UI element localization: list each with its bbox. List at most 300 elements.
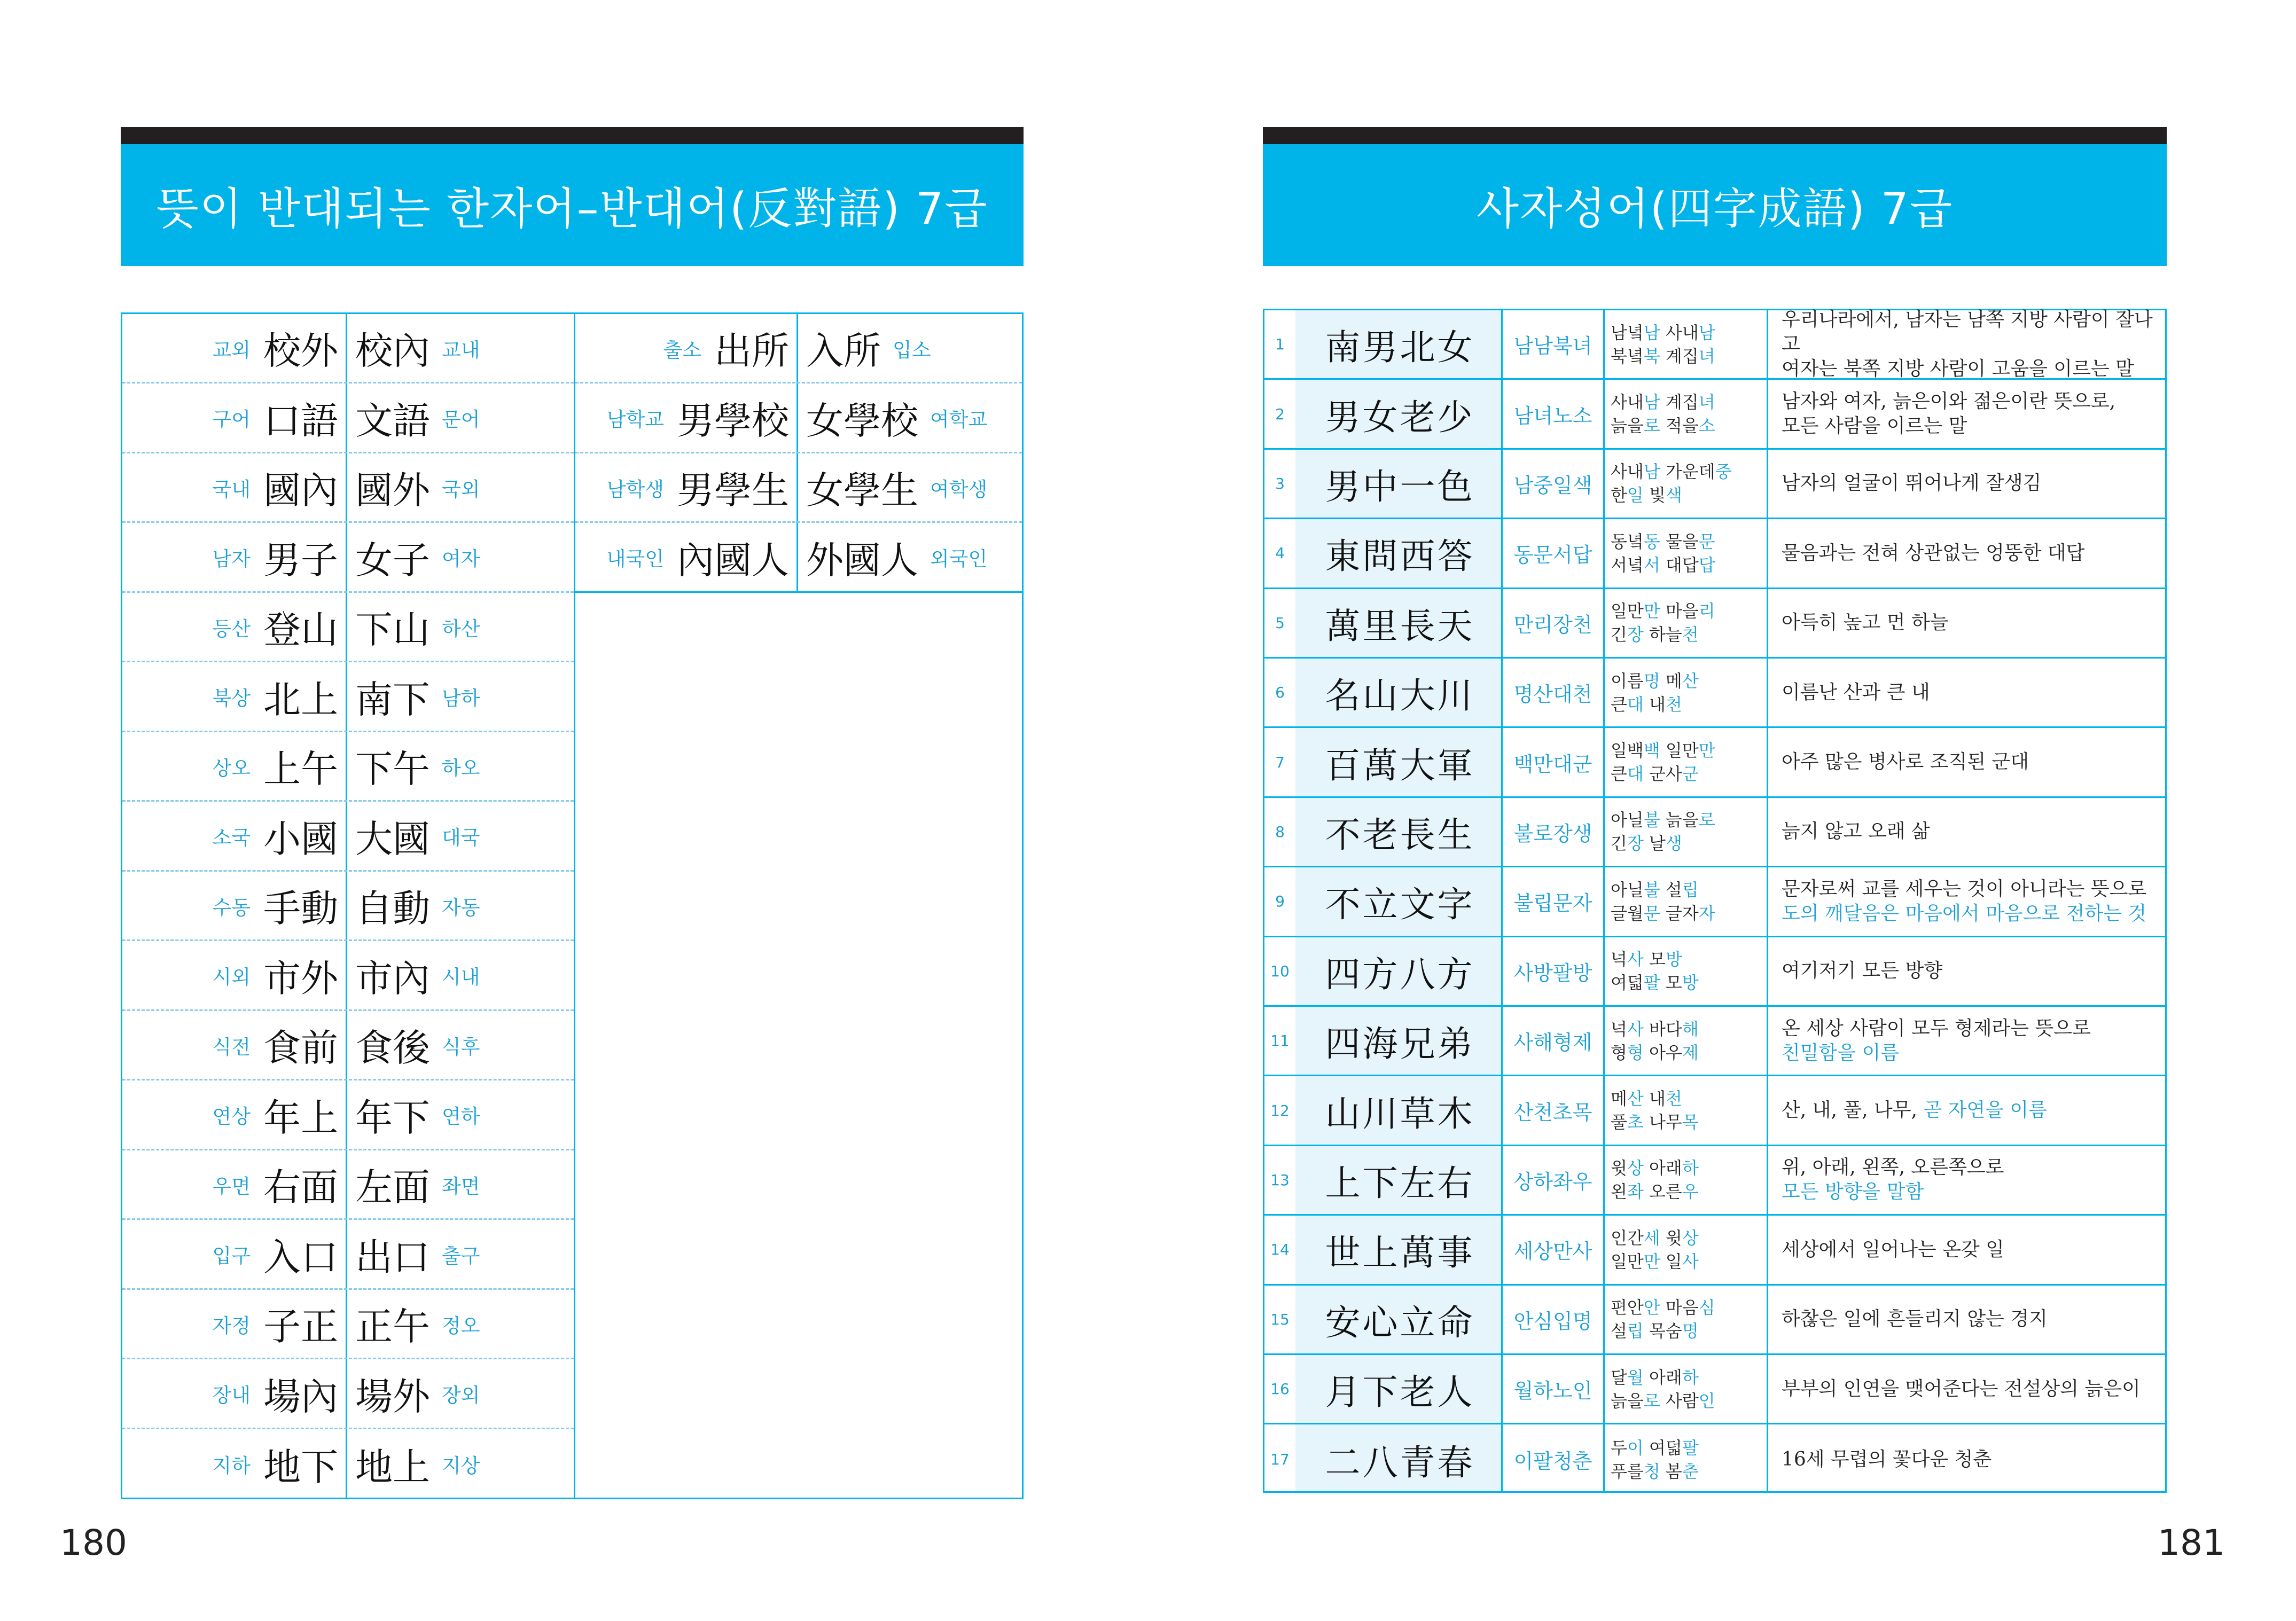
gloss-segment: 문 — [1698, 531, 1715, 552]
gloss-segment: 대답 — [1660, 554, 1699, 575]
hanja-right: 年下 — [355, 1095, 430, 1140]
row-number: 3 — [1275, 474, 1285, 492]
antonym-word-left — [122, 872, 338, 939]
hanja-left: 校外 — [263, 329, 338, 373]
antonym-word-left — [122, 1429, 338, 1499]
meaning-line — [1782, 1307, 2048, 1332]
antonym-word-left — [575, 314, 789, 382]
gloss-line — [1611, 762, 1699, 786]
gloss-segment: 계집 — [1660, 392, 1699, 413]
meaning-line — [1782, 750, 2029, 774]
idiom-row — [1264, 1076, 2165, 1146]
character-glosses — [1604, 1076, 1764, 1144]
gloss-segment: 윗 — [1660, 1227, 1682, 1248]
meaning-line — [1782, 357, 2134, 381]
meaning-line — [1782, 1041, 1899, 1066]
gloss-segment: 방 — [1665, 949, 1682, 970]
gloss-segment: 남 — [1698, 322, 1715, 343]
hanja-right: 南下 — [355, 677, 430, 722]
gloss-segment: 하 — [1682, 1158, 1699, 1179]
gloss-segment: 인 — [1698, 1390, 1715, 1411]
gloss-segment: 북녘 — [1611, 346, 1644, 366]
gloss-segment: 설 — [1660, 879, 1682, 900]
gloss-segment: 팔 — [1682, 1437, 1699, 1458]
gloss-line — [1611, 553, 1715, 577]
idiom-reading: 불립문자 — [1513, 891, 1592, 915]
gloss-segment: 립 — [1682, 879, 1699, 900]
reading-right: 좌면 — [442, 1174, 480, 1198]
gloss-segment: 글월 — [1611, 903, 1644, 923]
antonym-word-right — [355, 1150, 574, 1218]
gloss-segment: 산 — [1627, 1089, 1644, 1109]
hanja-left: 北上 — [263, 677, 338, 722]
gloss-line — [1611, 1017, 1699, 1041]
gloss-line — [1611, 1296, 1715, 1319]
row-number: 7 — [1275, 753, 1285, 771]
top-black-bar — [1263, 127, 2167, 145]
row-number: 4 — [1275, 544, 1285, 562]
idiom-meaning — [1772, 380, 2165, 448]
antonym-row — [575, 384, 1022, 453]
antonym-word-right — [355, 1081, 574, 1149]
hanja-left: 地下 — [263, 1445, 338, 1489]
character-glosses — [1604, 450, 1764, 518]
gloss-segment: 명 — [1682, 1321, 1699, 1342]
gloss-segment: 로 — [1643, 1390, 1660, 1411]
reading-right: 식후 — [442, 1035, 480, 1059]
idiom-hanja: 世上萬事 — [1325, 1232, 1475, 1274]
antonym-row — [122, 1360, 574, 1429]
hanja-right: 市內 — [355, 956, 430, 1000]
gloss-segment: 장 — [1627, 624, 1644, 645]
meaning-line — [1782, 680, 1930, 705]
meaning-line — [1782, 1377, 2141, 1401]
gloss-segment: 색 — [1665, 485, 1682, 506]
meaning-text: 문자로써 교를 세우는 것이 아니라는 뜻으로 — [1782, 878, 2147, 900]
reading-left: 내국인 — [606, 547, 664, 570]
meaning-text: 우리나라에서, 남자는 남쪽 지방 사람이 잘나고 — [1782, 308, 2153, 355]
gloss-line — [1611, 623, 1699, 646]
page-title-banner — [121, 144, 1024, 266]
idiom-row — [1264, 450, 2165, 519]
hanja-left: 年上 — [263, 1095, 338, 1140]
gloss-segment: 만 — [1643, 1251, 1660, 1272]
idiom-meaning — [1772, 867, 2165, 935]
idiom-hanja: 安心立命 — [1325, 1302, 1475, 1343]
idiom-meaning — [1772, 1146, 2165, 1214]
gloss-segment: 만 — [1643, 601, 1660, 622]
antonym-row — [122, 1220, 574, 1290]
hanja-left: 男子 — [263, 538, 338, 582]
hanja-right: 入所 — [806, 329, 881, 373]
meaning-text: 아주 많은 병사로 조직된 군대 — [1782, 751, 2029, 773]
idiom-meaning — [1772, 937, 2165, 1005]
gloss-segment: 상 — [1627, 1158, 1644, 1179]
gloss-line — [1611, 739, 1715, 762]
gloss-line — [1611, 344, 1715, 368]
idiom-meaning — [1772, 589, 2165, 657]
character-glosses — [1604, 1007, 1764, 1075]
hanja-left: 場內 — [263, 1374, 338, 1419]
antonym-row — [122, 1081, 574, 1150]
antonym-row — [122, 663, 574, 732]
antonym-table — [121, 312, 1024, 1499]
gloss-segment: 달 — [1611, 1367, 1627, 1388]
idiom-row — [1264, 589, 2165, 659]
reading-right: 여학생 — [930, 477, 988, 501]
reading-right: 여학교 — [930, 408, 988, 431]
gloss-line — [1611, 321, 1715, 344]
row-number: 14 — [1270, 1241, 1290, 1259]
gloss-segment: 한 — [1611, 485, 1627, 506]
idiom-hanja: 山川草木 — [1325, 1093, 1475, 1134]
gloss-segment: 녀 — [1698, 346, 1715, 366]
gloss-line — [1611, 390, 1715, 414]
idiom-reading: 동문서답 — [1513, 543, 1592, 567]
hanja-left: 上午 — [263, 747, 338, 791]
gloss-segment: 여덟 — [1611, 973, 1644, 993]
idiom-hanja: 不立文字 — [1325, 884, 1475, 926]
gloss-segment: 사 — [1627, 1019, 1644, 1039]
idiom-reading: 사해형제 — [1513, 1031, 1592, 1055]
gloss-segment: 하 — [1682, 1367, 1699, 1388]
reading-left: 남학교 — [606, 408, 664, 431]
antonym-word-left — [122, 1220, 338, 1288]
idiom-row — [1264, 1007, 2165, 1076]
antonym-word-right — [806, 314, 1022, 382]
hanja-right: 地上 — [355, 1445, 430, 1489]
meaning-text: 온 세상 사람이 모두 형제라는 뜻으로 — [1782, 1017, 2091, 1039]
idiom-reading: 남녀노소 — [1513, 404, 1592, 428]
hanja-right: 女子 — [355, 538, 430, 582]
antonym-word-left — [122, 523, 338, 591]
reading-right: 교내 — [442, 338, 480, 362]
gloss-line — [1611, 808, 1715, 832]
character-glosses — [1604, 1355, 1764, 1423]
gloss-segment: 두 — [1611, 1437, 1627, 1458]
meaning-line — [1782, 877, 2146, 902]
hanja-right: 大國 — [355, 817, 430, 861]
gloss-line — [1611, 1110, 1699, 1134]
gloss-segment: 대 — [1627, 764, 1644, 785]
idiom-row — [1264, 1146, 2165, 1216]
gloss-segment: 군 — [1682, 764, 1699, 785]
idiom-meaning — [1772, 1216, 2165, 1283]
reading-right: 시내 — [442, 966, 480, 989]
gloss-segment: 사 — [1627, 949, 1644, 970]
reading-right: 남하 — [442, 687, 480, 710]
antonym-word-left — [575, 523, 789, 591]
hanja-left: 口語 — [263, 398, 338, 443]
meaning-text: 남자의 얼굴이 뛰어나게 잘생김 — [1782, 472, 2042, 495]
idiom-row — [1264, 1216, 2165, 1285]
gloss-segment: 일만 — [1660, 740, 1699, 761]
row-number: 2 — [1275, 405, 1285, 423]
idiom-reading: 산천초목 — [1513, 1100, 1592, 1124]
antonym-word-right — [355, 663, 574, 731]
gloss-segment: 오른 — [1643, 1181, 1682, 1202]
idiom-hanja: 四方八方 — [1325, 953, 1475, 995]
row-number: 11 — [1270, 1032, 1290, 1050]
idiom-row — [1264, 380, 2165, 449]
character-glosses — [1604, 310, 1764, 378]
gloss-segment: 세 — [1643, 1227, 1660, 1248]
gloss-line — [1611, 832, 1682, 855]
gloss-segment: 왼 — [1611, 1181, 1627, 1202]
meaning-line — [1782, 1016, 2091, 1041]
row-number: 5 — [1275, 614, 1285, 632]
gloss-line — [1611, 1156, 1699, 1180]
gloss-line — [1611, 483, 1682, 507]
idiom-hanja: 名山大川 — [1325, 675, 1475, 717]
gloss-segment: 남녘 — [1611, 322, 1644, 343]
meaning-text: 산, 내, 풀, 나무, — [1782, 1099, 1924, 1122]
meaning-text: 친밀함을 이름 — [1782, 1041, 1900, 1064]
idiom-hanja: 南男北女 — [1325, 327, 1475, 369]
gloss-segment: 장 — [1627, 833, 1644, 854]
idiom-hanja: 男女老少 — [1325, 396, 1475, 438]
hanja-right: 左面 — [355, 1165, 430, 1209]
gloss-segment: 빛 — [1643, 485, 1666, 506]
idiom-meaning — [1772, 450, 2165, 518]
gloss-segment: 대 — [1627, 694, 1644, 715]
reading-right: 문어 — [442, 408, 480, 431]
hanja-left: 男學校 — [677, 398, 789, 443]
gloss-line — [1611, 1319, 1699, 1343]
reading-left: 연상 — [212, 1105, 251, 1128]
hanja-right: 場外 — [355, 1374, 430, 1419]
gloss-line — [1611, 971, 1699, 994]
idiom-meaning — [1772, 728, 2165, 796]
gloss-segment: 메 — [1611, 1089, 1627, 1109]
reading-left: 구어 — [212, 408, 251, 431]
row-number: 1 — [1275, 335, 1285, 354]
meaning-text: 곧 자연을 이름 — [1923, 1099, 2047, 1122]
reading-right: 국외 — [442, 477, 480, 501]
gloss-segment: 윗 — [1611, 1158, 1627, 1179]
reading-left: 북상 — [212, 687, 251, 710]
row-number: 8 — [1275, 823, 1285, 841]
reading-right: 지상 — [442, 1454, 480, 1477]
idiom-hanja: 男中一色 — [1325, 466, 1475, 507]
gloss-segment: 목숨 — [1643, 1321, 1682, 1342]
gloss-segment: 인간 — [1611, 1227, 1644, 1248]
meaning-text: 세상에서 일어나는 온갖 일 — [1782, 1238, 2004, 1260]
gloss-segment: 불 — [1643, 810, 1660, 831]
idiom-meaning — [1772, 1424, 2165, 1494]
gloss-segment: 바다 — [1643, 1019, 1682, 1039]
row-number: 16 — [1270, 1380, 1290, 1398]
gloss-line — [1611, 1366, 1699, 1389]
antonym-word-left — [122, 1290, 338, 1358]
idiom-hanja: 百萬大軍 — [1325, 745, 1475, 786]
meaning-line — [1782, 1447, 1992, 1472]
reading-right: 입소 — [893, 338, 931, 362]
gloss-segment: 서녘 — [1611, 554, 1644, 575]
gloss-segment: 팔 — [1643, 973, 1660, 993]
character-glosses — [1604, 519, 1764, 587]
antonym-row — [122, 453, 574, 523]
page-title-banner — [1263, 144, 2167, 266]
antonym-word-left — [122, 732, 338, 800]
gloss-segment: 춘 — [1682, 1461, 1699, 1482]
hanja-left: 國內 — [263, 468, 338, 512]
idiom-table — [1263, 309, 2167, 1493]
gloss-segment: 넉 — [1611, 1019, 1627, 1039]
gloss-segment: 이 — [1627, 1437, 1644, 1458]
reading-left: 등산 — [212, 617, 251, 640]
reading-left: 출소 — [663, 338, 701, 362]
idiom-hanja: 四海兄弟 — [1325, 1023, 1475, 1065]
gloss-segment: 글자 — [1660, 903, 1699, 923]
gloss-segment: 일 — [1660, 1251, 1682, 1272]
antonym-word-left — [122, 1081, 338, 1149]
gloss-segment: 가운데 — [1660, 461, 1715, 482]
meaning-text: 물음과는 전혀 상관없는 엉뚱한 대답 — [1782, 542, 2085, 564]
gloss-segment: 늙을 — [1660, 810, 1699, 831]
idiom-row — [1264, 1286, 2165, 1355]
gloss-segment: 월 — [1627, 1367, 1644, 1388]
meaning-line — [1782, 959, 1942, 983]
row-number: 15 — [1270, 1310, 1290, 1328]
antonym-word-right — [355, 872, 574, 939]
reading-right: 하오 — [442, 756, 480, 780]
gloss-segment: 봄 — [1660, 1461, 1682, 1482]
row-number: 6 — [1275, 684, 1285, 702]
gloss-segment: 메 — [1660, 670, 1682, 691]
antonym-word-left — [122, 802, 338, 870]
gloss-segment: 남 — [1643, 392, 1660, 413]
meaning-text: 16세 무렵의 꽃다운 청춘 — [1782, 1448, 1992, 1470]
hanja-right: 文語 — [355, 398, 430, 443]
antonym-word-right — [355, 523, 574, 591]
gloss-segment: 심 — [1698, 1297, 1715, 1318]
row-number: 17 — [1270, 1451, 1290, 1469]
idiom-hanja: 二八青春 — [1325, 1442, 1475, 1484]
idiom-row — [1264, 867, 2165, 937]
gloss-segment: 형 — [1627, 1042, 1644, 1063]
gloss-segment: 제 — [1682, 1042, 1699, 1063]
reading-left: 장내 — [212, 1384, 251, 1407]
gloss-segment: 편안 — [1611, 1297, 1644, 1318]
antonym-word-left — [122, 314, 338, 382]
gloss-segment: 아닐 — [1611, 879, 1644, 900]
gloss-line — [1611, 414, 1715, 437]
gloss-segment: 목 — [1682, 1112, 1699, 1133]
gloss-segment: 모 — [1643, 949, 1666, 970]
meaning-line — [1782, 414, 1967, 438]
idiom-row — [1264, 659, 2165, 728]
gloss-segment: 산 — [1682, 670, 1699, 691]
idiom-row — [1264, 310, 2165, 380]
gloss-segment: 긴 — [1611, 624, 1627, 645]
antonym-word-right — [355, 1011, 574, 1079]
gloss-segment: 해 — [1682, 1019, 1699, 1039]
antonym-word-left — [575, 453, 789, 521]
antonym-word-left — [122, 1011, 338, 1079]
antonym-word-left — [122, 593, 338, 661]
character-glosses — [1604, 937, 1764, 1005]
gloss-line — [1611, 460, 1732, 483]
gloss-segment: 좌 — [1627, 1181, 1644, 1202]
reading-right: 연하 — [442, 1105, 480, 1128]
meaning-text: 모든 사람을 이르는 말 — [1782, 415, 1967, 437]
gloss-segment: 일만 — [1611, 1251, 1644, 1272]
gloss-segment: 상 — [1682, 1227, 1699, 1248]
antonym-word-right — [806, 384, 1022, 452]
meaning-text: 여기저기 모든 방향 — [1782, 960, 1943, 982]
reading-right: 자동 — [442, 896, 480, 919]
gloss-segment: 동 — [1643, 531, 1660, 552]
gloss-segment: 이름 — [1611, 670, 1644, 691]
meaning-text: 부부의 인연을 맺어준다는 전설상의 늙은이 — [1782, 1377, 2141, 1400]
reading-left: 소국 — [212, 826, 251, 849]
gloss-segment: 하늘 — [1643, 624, 1682, 645]
hanja-left: 登山 — [263, 608, 338, 652]
meaning-text: 위, 아래, 왼쪽, 오른쪽으로 — [1782, 1156, 2004, 1179]
hanja-left: 食前 — [263, 1026, 338, 1070]
hanja-right: 女學生 — [806, 468, 918, 512]
gloss-segment: 백 — [1643, 740, 1660, 761]
meaning-line — [1782, 471, 2041, 496]
gloss-segment: 남 — [1643, 461, 1660, 482]
gloss-segment: 사내 — [1660, 322, 1699, 343]
antonym-word-right — [355, 1220, 574, 1288]
gloss-segment: 마을 — [1660, 601, 1699, 622]
reading-right: 하산 — [442, 617, 480, 640]
gloss-segment: 서 — [1643, 554, 1660, 575]
gloss-segment: 명 — [1643, 670, 1660, 691]
antonym-word-right — [355, 732, 574, 800]
gloss-segment: 나무 — [1643, 1112, 1682, 1133]
idiom-hanja: 東問西答 — [1325, 536, 1475, 577]
antonym-row — [122, 872, 574, 941]
meaning-line — [1782, 902, 2146, 926]
gloss-segment: 마음 — [1660, 1297, 1699, 1318]
idiom-row — [1264, 798, 2165, 867]
gloss-segment: 안 — [1643, 1297, 1660, 1318]
meaning-text: 하찮은 일에 흔들리지 않는 경지 — [1782, 1308, 2048, 1330]
gloss-segment: 천 — [1682, 624, 1699, 645]
gloss-segment: 만 — [1698, 740, 1715, 761]
gloss-segment: 늙을 — [1611, 416, 1644, 436]
antonym-row — [575, 523, 1022, 593]
idiom-reading: 불로장생 — [1513, 821, 1592, 845]
idiom-reading: 사방팔방 — [1513, 961, 1592, 985]
gloss-line — [1611, 1226, 1699, 1250]
antonym-word-right — [355, 593, 574, 661]
idiom-row — [1264, 728, 2165, 797]
reading-left: 우면 — [212, 1174, 251, 1198]
gloss-segment: 로 — [1698, 810, 1715, 831]
gloss-segment: 자 — [1698, 903, 1715, 923]
hanja-left: 手動 — [263, 887, 338, 930]
reading-right: 대국 — [442, 826, 480, 849]
gloss-segment: 중 — [1715, 461, 1732, 482]
gloss-segment: 아래 — [1643, 1158, 1682, 1179]
idiom-meaning — [1772, 798, 2165, 866]
gloss-segment: 천 — [1665, 694, 1682, 715]
reading-right: 출구 — [442, 1244, 480, 1267]
hanja-right: 食後 — [355, 1026, 430, 1070]
hanja-right: 女學校 — [806, 398, 918, 443]
gloss-segment: 초 — [1627, 1112, 1644, 1133]
meaning-text: 남자와 여자, 늙은이와 젊은이란 뜻으로, — [1782, 390, 2116, 413]
antonym-column-1 — [122, 314, 575, 1498]
right-page — [1148, 0, 2296, 1621]
idiom-reading: 상하좌우 — [1513, 1170, 1592, 1194]
antonym-word-right — [806, 523, 1022, 591]
